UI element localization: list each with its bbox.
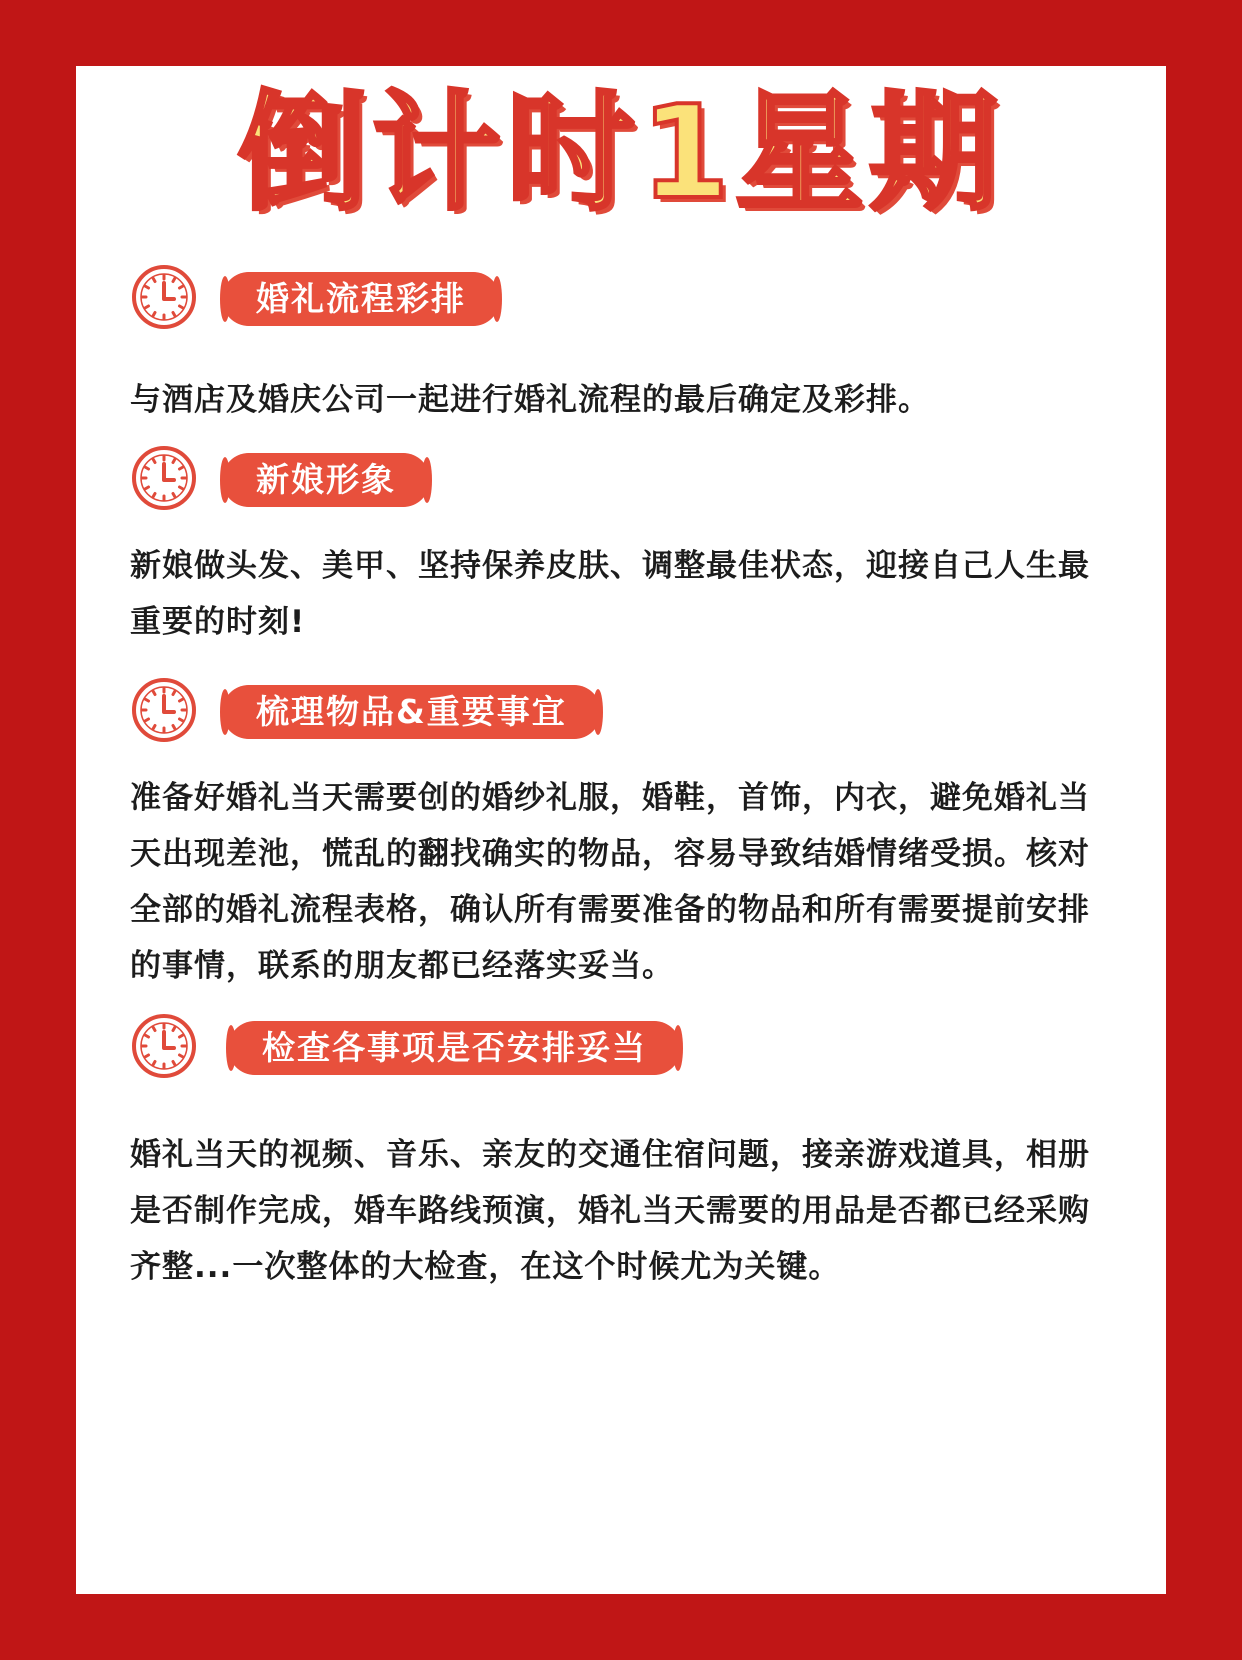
clock-icon [130, 676, 198, 744]
section-body: 婚礼当天的视频、音乐、亲友的交通住宿问题，接亲游戏道具，相册是否制作完成，婚车路线预演，婚礼当天需要的用品是否都已经采购齐整...一次整体的大检查，在这个时候尤为关键。 [130, 1137, 1090, 1285]
clock-icon [130, 1012, 198, 1080]
section-heading: 婚礼流程彩排 [224, 272, 498, 326]
section-heading: 新娘形象 [224, 453, 428, 507]
clock-icon [130, 263, 198, 331]
section-bride-look [130, 444, 1110, 650]
section-heading: 梳理物品&重要事宜 [224, 685, 599, 739]
section-body: 准备好婚礼当天需要创的婚纱礼服，婚鞋，首饰，内衣，避免婚礼当天出现差池，慌乱的翻找确实的物品，容易导致结婚情绪受损。核对全部的婚礼流程表格，确认所有需要准备的物品和所有需要提前安排的事情，联系的朋友都已经落实妥当。 [130, 780, 1090, 984]
section-rehearsal [130, 263, 1110, 428]
section-header [130, 676, 1110, 748]
section-body: 与酒店及婚庆公司一起进行婚礼流程的最后确定及彩排。 [130, 382, 930, 418]
section-items-matters [130, 676, 1110, 994]
section-final-check [130, 1012, 1110, 1295]
section-heading: 检查各事项是否安排妥当 [230, 1021, 679, 1075]
section-header [130, 263, 1110, 335]
page-title: 倒计时1星期 [238, 79, 1004, 228]
section-body: 新娘做头发、美甲、坚持保养皮肤、调整最佳状态，迎接自己人生最重要的时刻! [130, 548, 1090, 640]
section-header [130, 1012, 1110, 1084]
section-header [130, 444, 1110, 516]
clock-icon [130, 444, 198, 512]
